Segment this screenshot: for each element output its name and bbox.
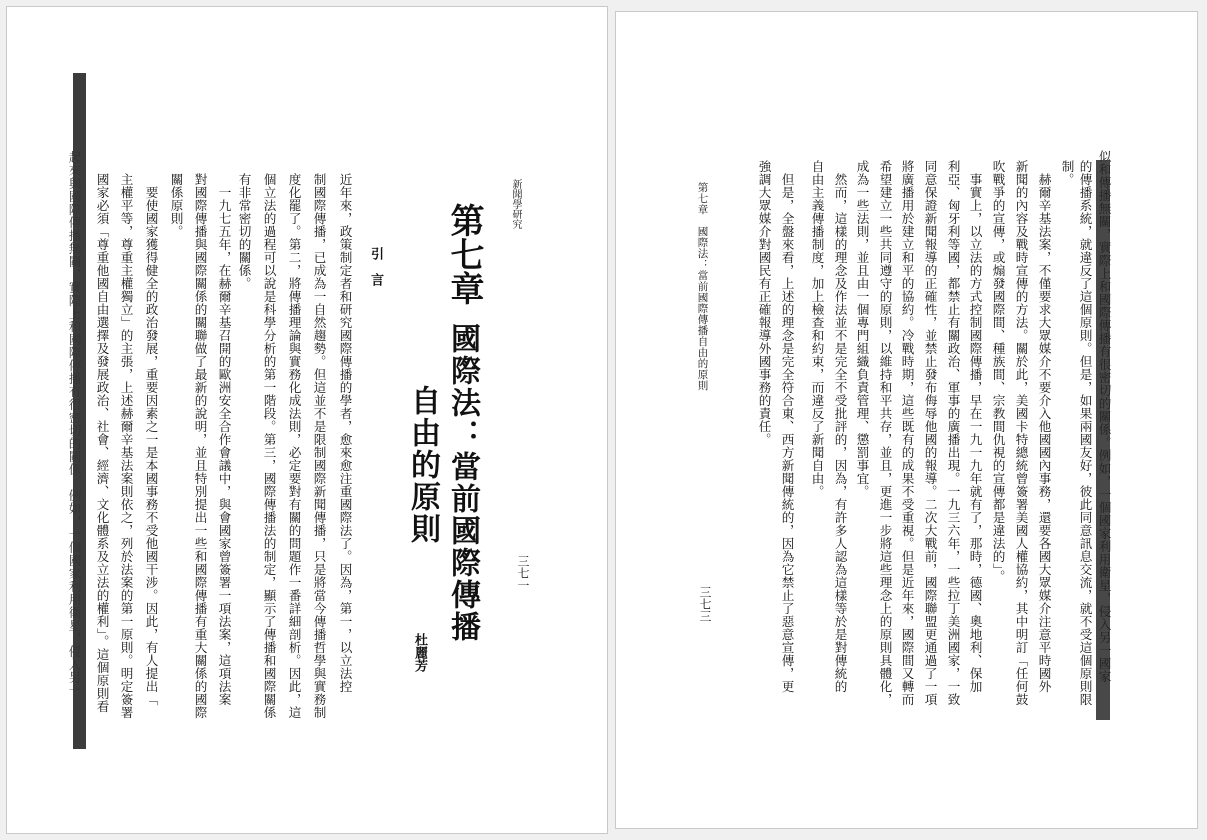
body-column: 新聞的內容及戰時宣傳的方法。關於此，美國卡特總統曾簽署美國人權協約，其中明訂「任何鼓: [1013, 160, 1029, 706]
page-number: 三七三: [698, 586, 712, 622]
body-column: 的傳播系統，就違反了這個原則。但是，如果兩國友好，彼此同意訊息交流，就不受這個原則限: [1077, 160, 1093, 706]
body-column: 一九七五年，在赫爾辛基召開的歐洲安全合作會議中，與會國家曾簽署一項法案，這項法案: [216, 173, 232, 706]
body-column: 關係原則。: [168, 173, 184, 238]
body-column: 主權平等，尊重主權獨立」的主張，上述赫爾辛基法案則依之，列於法案的第一原則。明定簽署: [118, 173, 134, 719]
body-column: 近年來，政策制定者和研究國際傳播的學者，愈來愈注重國際法了。因為，第一，以立法控: [337, 173, 353, 693]
body-column: 對國際傳播與國際關係的關聯做了最新的說明，並且特別提出一些和國際傳播有重大關係的國際: [192, 173, 208, 719]
body-column: 成為一些法則，並且由一個專門組織負責管理、懲罰事宜。: [854, 160, 870, 498]
chapter-title: 國際法：當前國際傳播: [445, 323, 480, 643]
body-column: 自由主義傳播制度，加上檢查和約束，而違反了新聞自由。: [809, 160, 825, 498]
body-column: 個立法的過程可以說是科學分析的第一階段。第三，國際傳播法的制定，顯示了傳播和國際關係: [261, 173, 277, 719]
left-page: [6, 6, 608, 834]
author-name: 杜麗芳: [412, 633, 427, 672]
body-column: 制。: [1059, 160, 1075, 186]
body-column: 要使國家獲得健全的政治發展，重要因素之一是本國事務不受他國干涉。因此，有人提出「: [143, 173, 159, 706]
body-column: 然而，這樣的理念及作法並不是完全不受批評的，因為，有許多人認為這樣等於是對傳統的: [832, 160, 848, 693]
body-column: 利亞、匈牙利等國，都禁止有關政治、軍事的廣播出現。一九三六年，一些拉丁美洲國家，一致: [945, 160, 961, 706]
body-column: 強調大眾媒介對國民有正確報導外國事務的責任。: [756, 160, 772, 446]
body-column: 但是，全盤來看，上述的理念是完全符合東、西方新聞傳統的，因為它禁止了惡意宣傳，更: [779, 160, 795, 693]
body-column: 將廣播用於建立和平的協約。冷戰時期，這些既有的成果不受重視。但是近年來，國際間又轉而: [899, 160, 915, 706]
section-heading: 引 言: [368, 247, 383, 286]
running-header: 新聞學研究: [510, 179, 521, 229]
page-number: 三七一: [516, 555, 530, 591]
body-column: 起來與國際傳播無關，實際上和國際傳播有很密切的關係。例如，一個國家利用衛星，侵入另一: [66, 151, 82, 697]
running-header: 第七章 國際法：當前國際傳播自由的原則: [696, 182, 709, 391]
body-column: 事實上，以立法的方式控制國際傳播，早在一九一九年就有了，那時，德國、奧地利、保加: [967, 160, 983, 693]
right-page: [615, 11, 1198, 829]
body-column: 度化罷了。第二，將傳播理論與實務化成法則，必定要對有關的問題作一番詳細剖析。因此，這: [286, 173, 302, 719]
chapter-title-continued: 自由的原則: [405, 385, 440, 545]
body-column: 似和傳播無關，實際上和國際傳播有很密切的關係。例如，一個國家利用衛星，侵入另一國家: [1096, 150, 1112, 683]
chapter-label: 第七章: [444, 203, 484, 305]
body-column: 國家必須「尊重他國自由選擇及發展政治、社會、經濟、文化體系及立法的權利」。這個原則看: [94, 173, 110, 713]
body-column: 吹戰爭的宣傳，或煽發國際間、種族間、宗教間仇視的宣傳都是違法的」。: [990, 160, 1006, 583]
body-column: 制國際傳播，已成為一自然趨勢。但這並不是限制國際新聞傳播，只是將當今傳播哲學與實務制: [311, 173, 327, 719]
body-column: 同意保證新聞報導的正確性，並禁止發布侮辱他國的報導。二次大戰前，國際聯盟更通過了一項: [922, 160, 938, 706]
body-column: 希望建立一些共同遵守的原則，以維持和平共存，並且，更進一步將這些理念上的原則具體化，: [877, 160, 893, 706]
body-column: 有非常密切的關係。: [236, 173, 252, 290]
body-column: 赫爾辛基法案，不僅要求大眾媒介不要介入他國國內事務，還要各國大眾媒介注意平時國外: [1036, 160, 1052, 693]
